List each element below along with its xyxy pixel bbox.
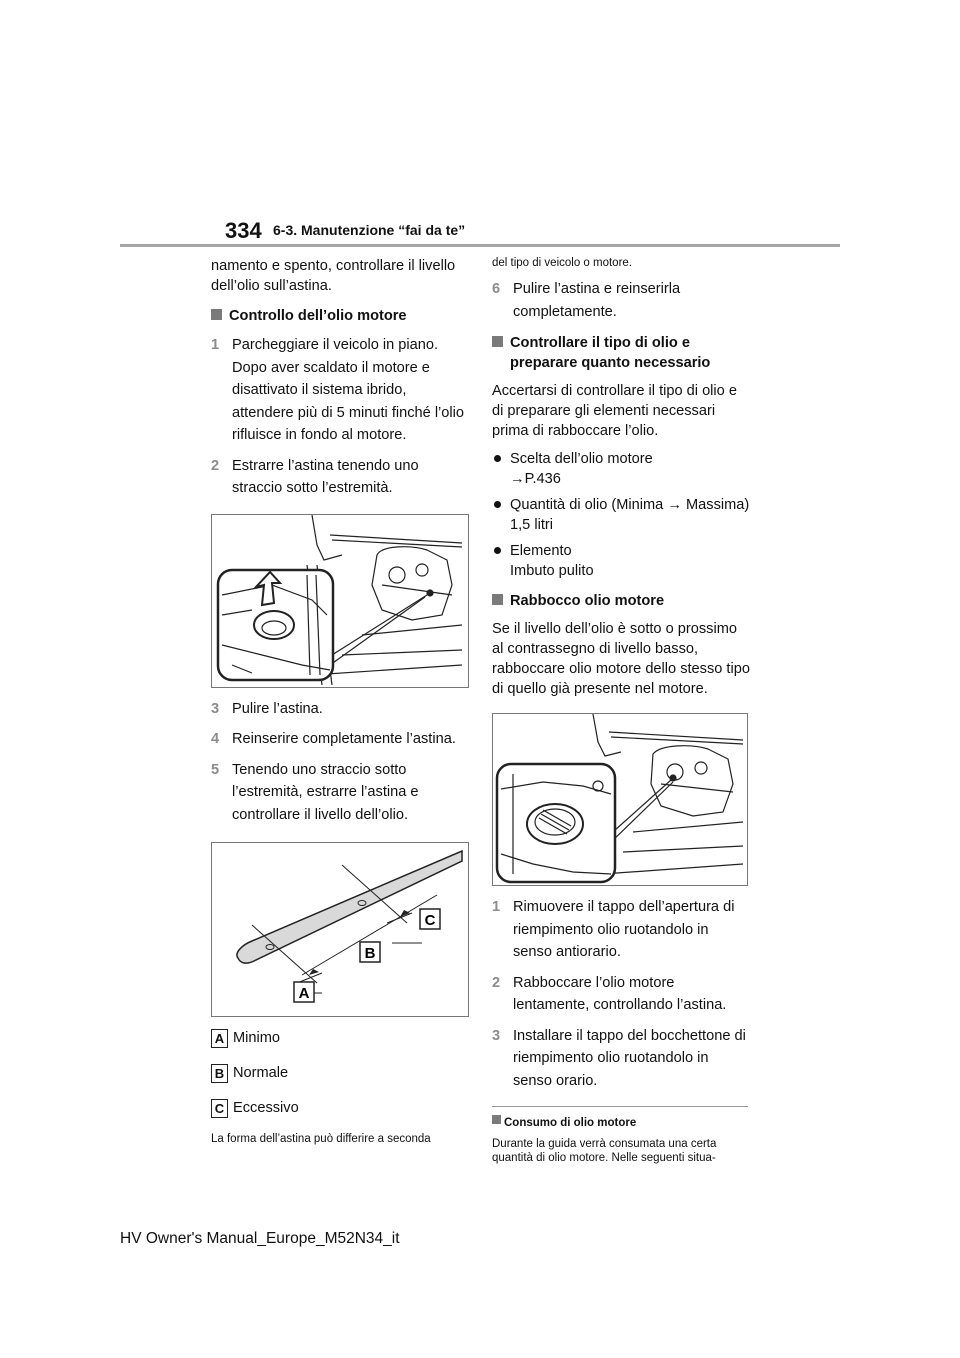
refill-step-3: [492, 1025, 750, 1093]
section-divider: [492, 1106, 748, 1107]
oil-cap-illustration: [493, 714, 746, 884]
heading-check-oil-label: Controllo dell’olio motore: [229, 308, 407, 324]
bullet-line: Elemento: [510, 543, 572, 559]
step-4: [211, 728, 469, 751]
step-2: [211, 455, 469, 500]
dipstick-illustration: [212, 843, 467, 1015]
heading-refill-label: Rabbocco olio motore: [510, 593, 665, 609]
step-number: 3: [492, 1027, 501, 1044]
section-title: 6-3. Manutenzione “fai da te”: [273, 222, 466, 238]
bullet-icon: [494, 455, 501, 462]
note-continued: del tipo di veicolo o motore.: [492, 257, 632, 269]
bullet-line: 1,5 litri: [510, 517, 553, 533]
heading-square-icon: [492, 1115, 501, 1124]
heading-square-icon: [492, 594, 503, 605]
step-number: 1: [211, 337, 220, 353]
footer-manual-id: HV Owner's Manual_Europe_M52N34_it: [120, 1230, 400, 1247]
step-text: Parcheggiare il veicolo in piano. Dopo aver scaldato il motore e disattivato il sistema ibrido, attendere più di 5 minuti finché l’olio rifluisce in fondo al motore.: [232, 337, 465, 443]
heading-refill: [492, 591, 750, 611]
legend-key-c: C: [211, 1099, 228, 1118]
bullet-line: Imbuto pulito: [510, 563, 594, 579]
oil-consumption-heading-label: Consumo di olio motore: [504, 1117, 637, 1129]
bullet-oil-quantity: [492, 495, 750, 535]
label-b: B: [364, 945, 376, 962]
step-text: Installare il tappo del bocchettone di riempimento olio ruotandolo in senso orario.: [513, 1027, 746, 1089]
dipstick-note: La forma dell’astina può differire a seconda: [211, 1133, 431, 1145]
heading-check-oil: [211, 306, 469, 326]
bullet-reference-link[interactable]: →P.436: [510, 471, 561, 487]
bullet-item: [492, 541, 750, 581]
dipstick-location-figure: [211, 514, 469, 688]
step-number: 5: [211, 761, 220, 778]
legend-key-b: B: [211, 1064, 228, 1083]
right-column: [492, 256, 750, 1173]
bullet-oil-choice: [492, 449, 750, 489]
legend-text: Minimo: [233, 1030, 281, 1046]
heading-square-icon: [211, 309, 222, 320]
label-a: A: [298, 985, 310, 1002]
bullet-line: Scelta dell’olio motore: [510, 451, 653, 467]
legend-item-minimo: [211, 1027, 469, 1049]
legend-text: Normale: [233, 1065, 289, 1081]
oil-filler-cap-figure: [492, 713, 748, 886]
engine-bay-illustration: [212, 515, 467, 686]
legend-key-a: A: [211, 1029, 228, 1048]
step-1: [211, 334, 469, 447]
bullet-icon: [494, 547, 501, 554]
step-text: Rimuovere il tappo dell’apertura di riempimento olio ruotandolo in senso antiorario.: [513, 899, 735, 960]
legend-text: Eccessivo: [233, 1100, 299, 1116]
bullet-icon: [494, 501, 501, 508]
label-c: C: [424, 912, 436, 929]
step-text: Reinserire completamente l’astina.: [232, 731, 456, 747]
step-text: Rabboccare l’olio motore lentamente, controllando l’astina.: [513, 974, 727, 1013]
step-text: Estrarre l’astina tenendo uno straccio sotto l’estremità.: [232, 457, 419, 496]
intro-text: namento e spento, controllare il livello dell’olio sull’astina.: [211, 258, 456, 294]
step-number: 2: [492, 974, 501, 991]
step-text: Pulire l’astina.: [232, 700, 323, 717]
legend-item-eccessivo: [211, 1097, 469, 1119]
step-number: 1: [492, 899, 501, 915]
step-text: Pulire l’astina e reinserirla completamente.: [513, 281, 681, 320]
header-rule: [120, 244, 840, 247]
step-6: [492, 278, 750, 323]
heading-oil-type: [492, 333, 750, 373]
step-text: Tenendo uno straccio sotto l’estremità, estrarre l’astina e controllare il livello dell’olio.: [232, 761, 419, 823]
step-5: [211, 759, 469, 827]
step-number: 2: [211, 457, 220, 474]
page-number: 334: [225, 218, 262, 243]
step-number: 6: [492, 281, 501, 297]
oil-consumption-text: Durante la guida verrà consumata una certa quantità di olio motore. Nelle seguenti situa-: [492, 1138, 717, 1164]
oil-type-intro: Accertarsi di controllare il tipo di olio e di preparare gli elementi necessari prima di rabboccare l’olio.: [492, 383, 737, 439]
heading-oil-type-label: Controllare il tipo di olio e preparare quanto necessario: [510, 335, 711, 371]
oil-consumption-heading: [492, 1113, 750, 1133]
step-number: 4: [211, 731, 220, 747]
step-number: 3: [211, 700, 220, 717]
bullet-line: Quantità di olio (Minima → Massima): [510, 497, 750, 513]
dipstick-levels-figure: [211, 842, 469, 1017]
heading-square-icon: [492, 336, 503, 347]
legend-item-normale: [211, 1062, 469, 1084]
refill-step-2: [492, 972, 750, 1017]
refill-step-1: [492, 896, 750, 964]
step-3: [211, 698, 469, 721]
left-column: [211, 256, 469, 1154]
refill-intro: Se il livello dell’olio è sotto o prossimo al contrassegno di livello basso, rabboccare olio motore dello stesso tipo di quello già presente nel motore.: [492, 621, 750, 697]
